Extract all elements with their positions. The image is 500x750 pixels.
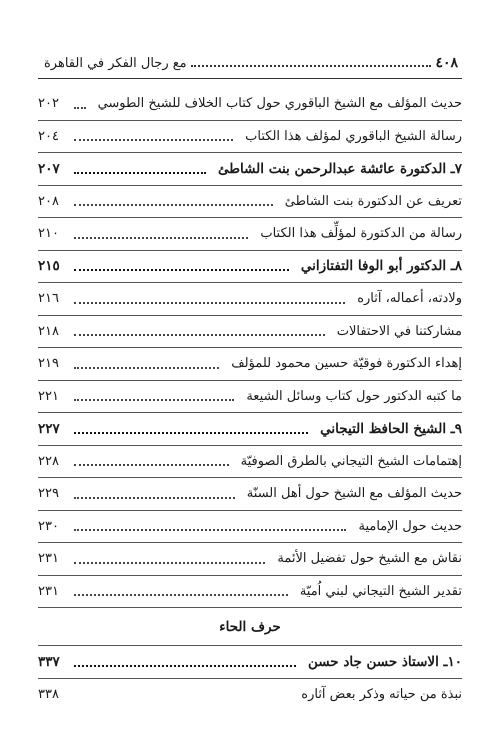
leader-dots — [74, 665, 296, 667]
leader-dots — [74, 562, 265, 564]
toc-entry-title: رسالة من الدكتورة لمؤلِّف هذا الكتاب — [260, 226, 462, 242]
page-number: ٤٠٨ — [435, 55, 458, 71]
toc-entry-row — [38, 88, 462, 121]
toc-entry-title: ٧ـ الدكتورة عائشة عبدالرحمن بنت الشاطئ — [217, 160, 462, 177]
toc-entry-title: رسالة الشيخ الباقوري لمؤلف هذا الكتاب — [245, 128, 462, 144]
toc-entry-title: إهتمامات الشيخ التيجاني بالطرق الصوفيّة — [240, 453, 462, 469]
toc-page-number: ٢١٨ — [38, 323, 59, 339]
toc-entry-title: إهداء الدكتورة فوقيّة حسين محمود للمؤلف — [231, 356, 462, 372]
toc-entry-title: حديث المؤلف مع الشيخ الباقوري حول كتاب الخلاف للشيخ الطوسي — [97, 96, 462, 112]
toc-entry-row — [38, 543, 462, 576]
toc-page-number: ٢١٩ — [38, 356, 59, 372]
leader-dots — [74, 204, 273, 206]
toc-entry-title: ولادته، أعماله، آثاره — [357, 291, 462, 307]
toc-entry-title: مشاركتنا في الاحتفالات — [336, 323, 462, 339]
leader-dots — [74, 334, 325, 336]
leader-dots — [74, 367, 219, 369]
letter-heading: حرف الحاء — [38, 608, 462, 646]
toc-entry-title: ٨ـ الدكتور أبو الوفا التفتازاني — [300, 258, 462, 275]
leader-dots — [74, 237, 248, 239]
toc-page-number: ٢١٠ — [38, 226, 59, 242]
running-header — [38, 52, 462, 74]
toc-page-number: ٢٠٨ — [38, 193, 59, 209]
leader-dots — [74, 497, 235, 499]
toc-entry-title: نقاش مع الشيخ حول تفضيل الأئمة — [277, 551, 462, 567]
toc-page-number: ٢٣١ — [38, 583, 59, 599]
header-leader-dots — [191, 65, 432, 67]
toc-list-after — [38, 646, 462, 711]
toc-entry-title: ١٠ـ الاستاذ حسن جاد حسن — [307, 653, 462, 670]
toc-entry-row — [38, 576, 462, 609]
toc-entry-title: ما كتبه الدكتور حول كتاب وسائل الشيعة — [246, 388, 462, 404]
leader-dots — [74, 464, 229, 466]
toc-entry-row — [38, 381, 462, 414]
leader-dots — [74, 172, 206, 174]
toc-entry-row — [38, 446, 462, 479]
toc-page-number: ٢٢١ — [38, 388, 59, 404]
toc-page-number: ٢٠٤ — [38, 128, 59, 144]
toc-page-number: ٢٣١ — [38, 551, 59, 567]
leader-dots — [74, 269, 289, 271]
toc-page-number: ٢٠٧ — [38, 160, 60, 177]
toc-entry-title: ٩ـ الشيخ الحافظ التيجاني — [320, 420, 462, 437]
toc-entry-row — [38, 348, 462, 381]
leader-dots — [74, 529, 346, 531]
toc-page-number: ٢٢٧ — [38, 420, 60, 437]
table-of-contents — [38, 88, 462, 711]
toc-page-number: ٣٣٧ — [38, 653, 60, 670]
leader-dots — [74, 432, 308, 434]
toc-entry-title: تقدير الشيخ التيجاني لبني اُميّة — [299, 583, 462, 599]
toc-entry-title: حديث حول الإمامية — [358, 518, 462, 534]
toc-page-number: ٢٣٠ — [38, 518, 59, 534]
toc-page-number: ٢١٥ — [38, 258, 60, 275]
leader-dots — [74, 139, 233, 141]
toc-entry-row — [38, 316, 462, 349]
toc-entry-row — [38, 511, 462, 544]
toc-entry-title: حديث المؤلف مع الشيخ حول أهل السنّة — [246, 486, 462, 502]
toc-list — [38, 88, 462, 608]
toc-entry-row — [38, 679, 462, 712]
header-rule — [38, 78, 462, 79]
toc-section-row — [38, 153, 462, 186]
running-title: مع رجال الفكر في القاهرة — [44, 55, 187, 71]
toc-page-number: ٢٢٨ — [38, 453, 59, 469]
toc-entry-row — [38, 186, 462, 219]
toc-entry-row — [38, 283, 462, 316]
toc-entry-row — [38, 478, 462, 511]
toc-entry-row — [38, 121, 462, 154]
leader-dots — [74, 302, 345, 304]
toc-page-number: ٣٣٨ — [38, 687, 59, 703]
toc-page-number: ٢٢٩ — [38, 486, 59, 502]
toc-page-number: ٢٠٢ — [38, 96, 59, 112]
toc-entry-title: تعريف عن الدكتورة بنت الشاطئ — [284, 193, 462, 209]
toc-entry-title: نبذة من حياته وذكر بعض آثاره — [301, 687, 462, 703]
toc-entry-row — [38, 218, 462, 251]
toc-section-row — [38, 646, 462, 679]
toc-page-number: ٢١٦ — [38, 291, 59, 307]
leader-dots — [74, 594, 288, 596]
toc-section-row — [38, 413, 462, 446]
leader-dots — [74, 107, 86, 109]
leader-dots — [74, 399, 234, 401]
toc-section-row — [38, 251, 462, 284]
